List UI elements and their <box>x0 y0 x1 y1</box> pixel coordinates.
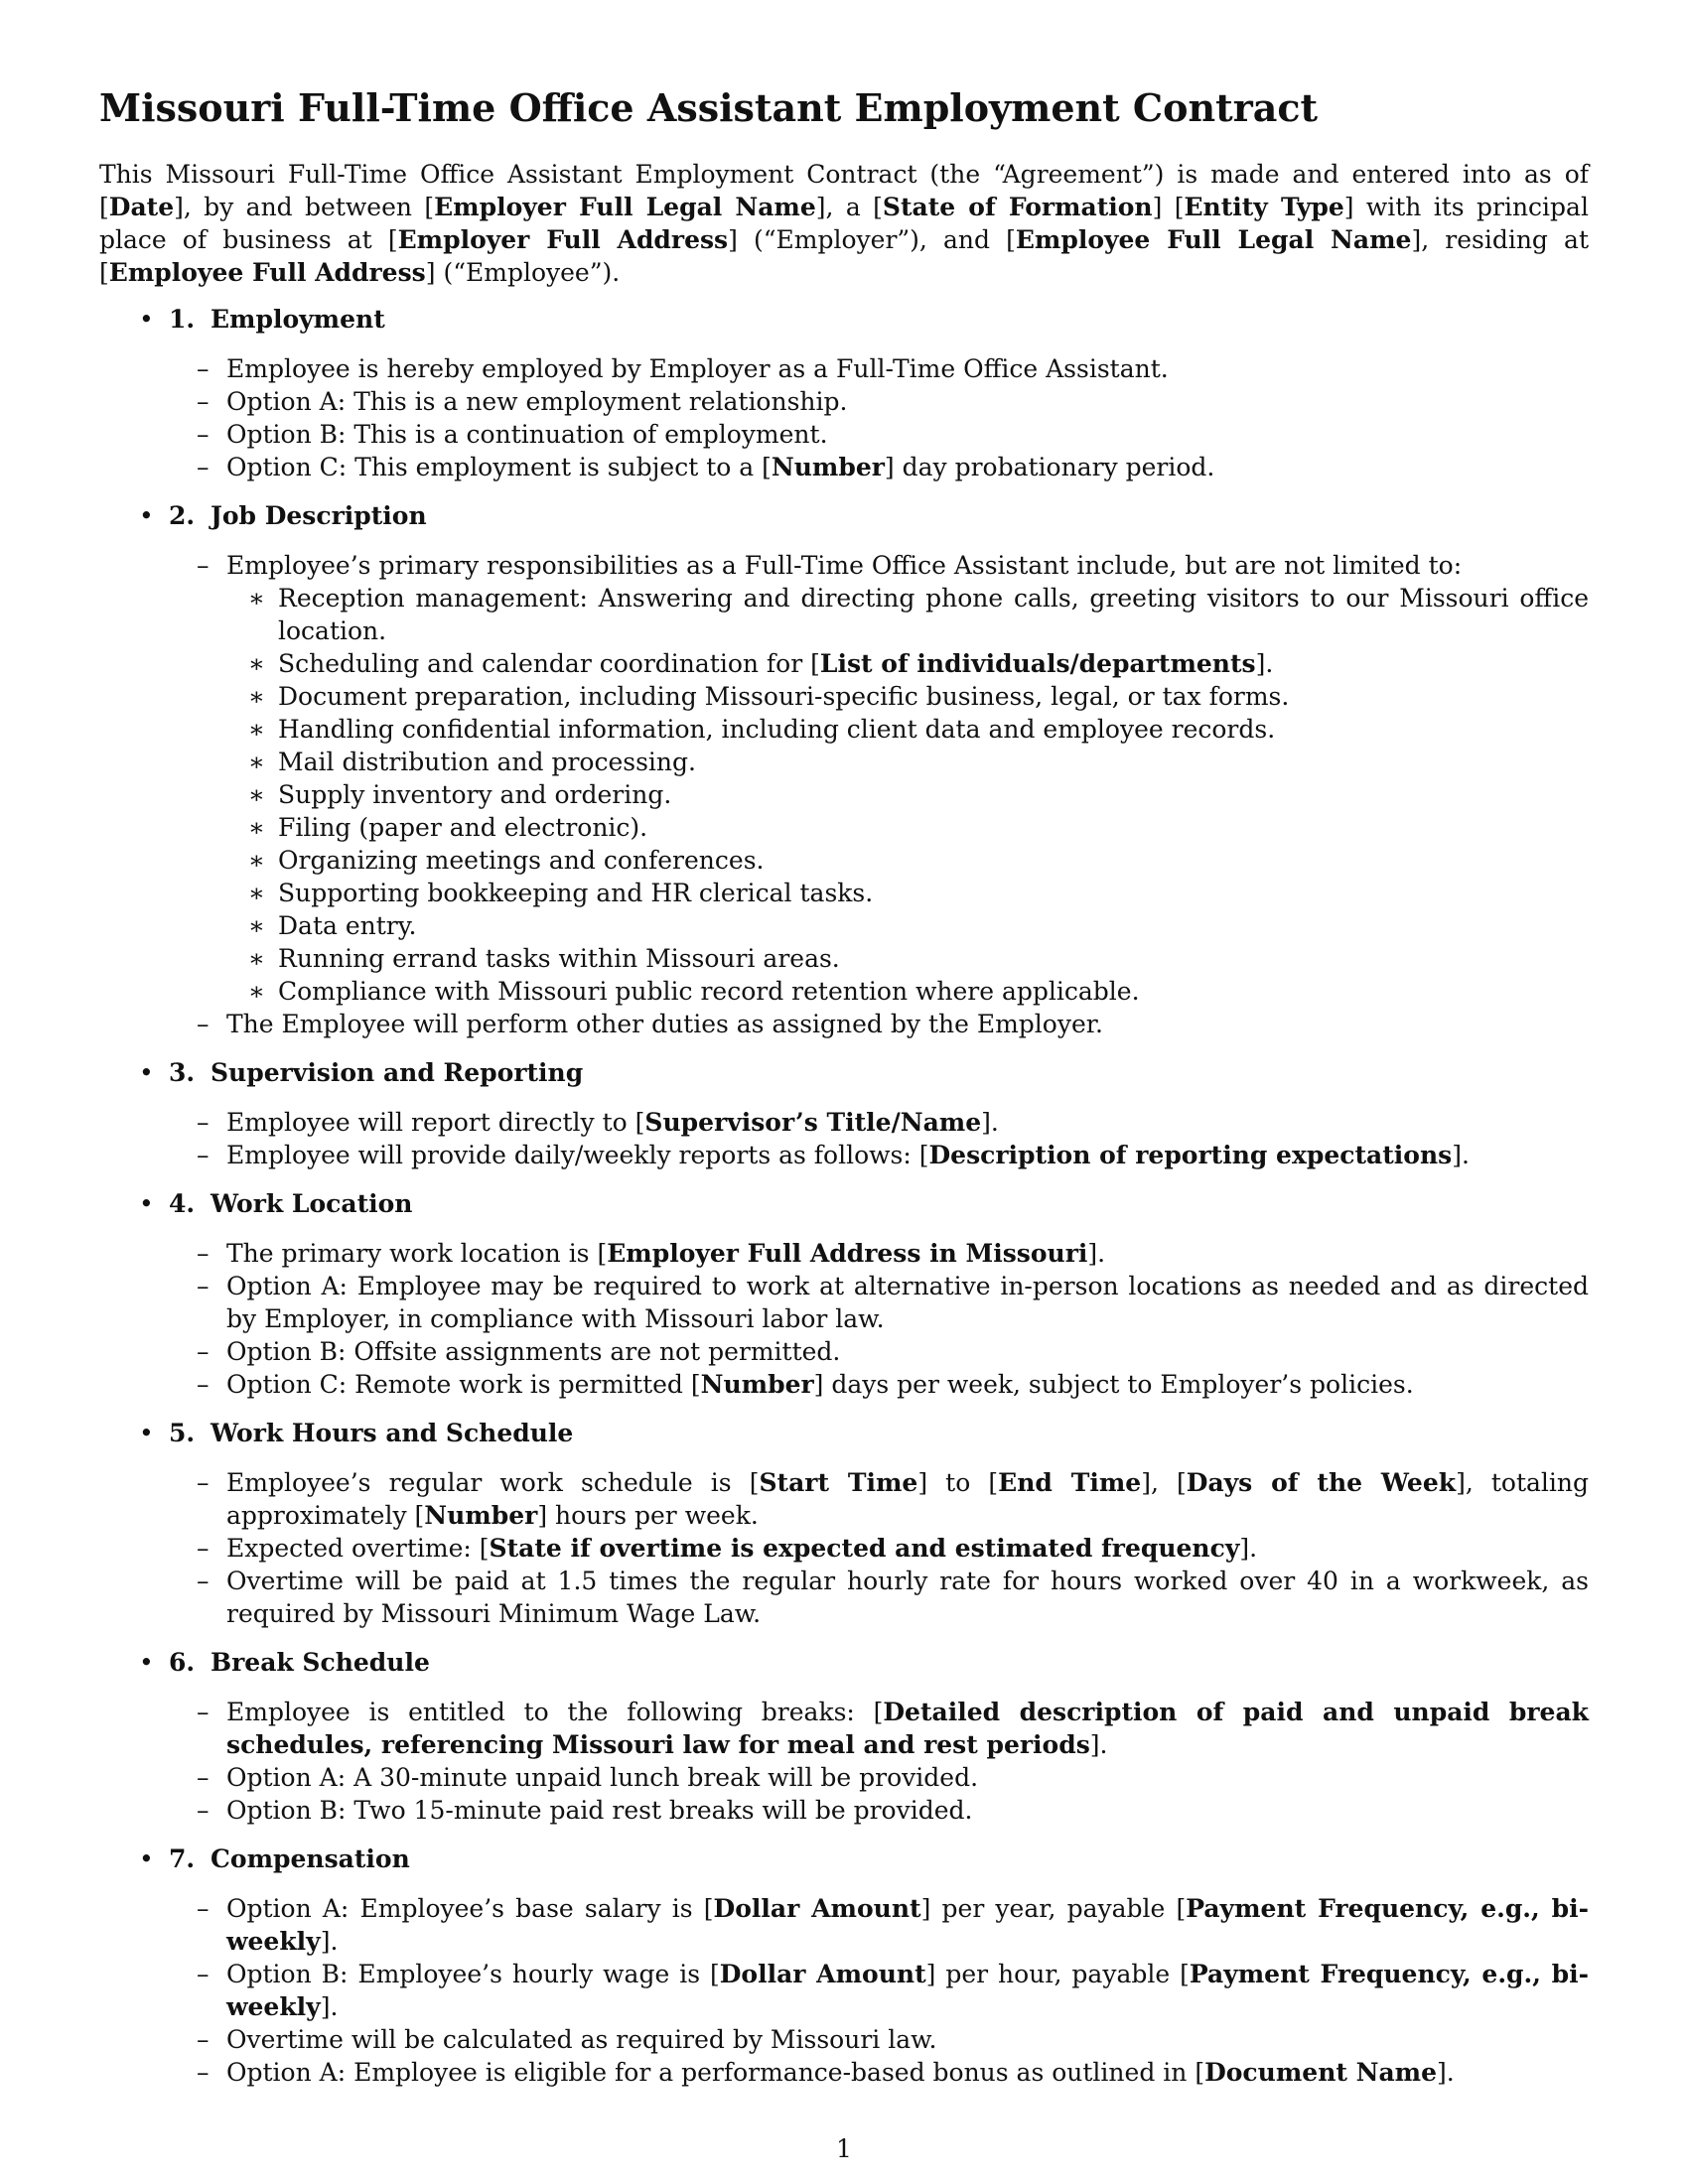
text-run: Supply inventory and ordering. <box>278 780 672 809</box>
text-run: Handling confidential information, including client data and employee records. <box>278 715 1276 744</box>
placeholder-field: State of Formation <box>882 193 1153 221</box>
section-number: 3. <box>169 1058 196 1087</box>
text-run: Compliance with Missouri public record retention where applicable. <box>278 977 1140 1006</box>
placeholder-field: Employer Full Address in Missouri <box>607 1239 1088 1268</box>
section-heading <box>169 1187 1589 1220</box>
text-run: Option A: Employee may be required to work at alternative in-person locations as needed and as directed by Employer, in compliance with Missouri labor law. <box>226 1272 1589 1333</box>
text-run: ]. <box>1452 1141 1470 1169</box>
section-title: Job Description <box>211 501 427 530</box>
section-7 <box>99 1843 1589 2089</box>
sub-list-item <box>278 811 1589 844</box>
section-heading <box>169 1417 1589 1449</box>
text-run: Option B: Employee’s hourly wage is [ <box>226 1960 720 1988</box>
sub-list-item <box>278 909 1589 942</box>
list-item <box>226 418 1589 451</box>
sub-list-item <box>278 713 1589 746</box>
section-4 <box>99 1187 1589 1401</box>
list-item <box>226 1106 1589 1139</box>
placeholder-field: Start Time <box>759 1468 918 1497</box>
text-run: ] per year, payable [ <box>920 1894 1187 1923</box>
section-3 <box>99 1056 1589 1171</box>
sub-list-item <box>278 942 1589 975</box>
text-run: Mail distribution and processing. <box>278 748 696 776</box>
placeholder-field: Employer Full Address <box>397 225 729 254</box>
sub-list-item <box>278 746 1589 778</box>
section-number: 5. <box>169 1419 196 1447</box>
text-run: Option A: This is a new employment relationship. <box>226 387 848 416</box>
text-run: ], a [ <box>815 193 883 221</box>
text-run: Option A: Employee is eligible for a performance-based bonus as outlined in [ <box>226 2058 1205 2087</box>
placeholder-field: Employee Full Legal Name <box>1015 225 1412 254</box>
section-title: Supervision and Reporting <box>211 1058 584 1087</box>
text-run: Option C: Remote work is permitted [ <box>226 1370 701 1399</box>
sub-list-item <box>278 778 1589 811</box>
placeholder-field: Number <box>771 453 885 481</box>
text-run: ] with its principal place of business at [ <box>99 193 1589 254</box>
text-run: Expected overtime: [ <box>226 1534 490 1563</box>
text-run: ], totaling approximately [ <box>226 1468 1590 1530</box>
section-items <box>169 1696 1589 1827</box>
list-item <box>226 1335 1589 1368</box>
sub-list-item <box>278 647 1589 680</box>
text-run: ], by and between [ <box>174 193 435 221</box>
section-list <box>99 303 1589 2089</box>
placeholder-field: Dollar Amount <box>719 1960 926 1988</box>
list-item <box>226 1139 1589 1171</box>
sub-list-item <box>278 844 1589 877</box>
document-page <box>99 84 1589 2105</box>
text-run: ] (“Employee”). <box>425 258 621 287</box>
section-title: Work Hours and Schedule <box>211 1419 574 1447</box>
placeholder-field: Employee Full Address <box>108 258 426 287</box>
list-item <box>226 2056 1589 2089</box>
text-run: Overtime will be calculated as required by Missouri law. <box>226 2025 937 2054</box>
section-title: Work Location <box>211 1189 413 1218</box>
section-heading <box>169 303 1589 336</box>
sub-list-item <box>278 680 1589 713</box>
text-run: Employee is hereby employed by Employer as a Full-Time Office Assistant. <box>226 354 1169 383</box>
text-run: Filing (paper and electronic). <box>278 813 648 842</box>
section-number: 2. <box>169 501 196 530</box>
list-item <box>226 549 1589 1008</box>
text-run: ] (“Employer”), and [ <box>728 225 1016 254</box>
text-run: Employee will report directly to [ <box>226 1108 645 1137</box>
text-run: Employee is entitled to the following breaks: [ <box>226 1698 884 1726</box>
text-run: Scheduling and calendar coordination for [ <box>278 649 820 678</box>
placeholder-field: Employer Full Legal Name <box>434 193 816 221</box>
text-run: ] to [ <box>917 1468 999 1497</box>
section-1 <box>99 303 1589 483</box>
list-item <box>226 352 1589 385</box>
placeholder-field: Payment Frequency, e.g., bi-weekly <box>226 1960 1589 2021</box>
text-run: Reception management: Answering and directing phone calls, greeting visitors to our Missouri office location. <box>278 584 1589 645</box>
list-item <box>226 1237 1589 1270</box>
text-run: Option B: Two 15-minute paid rest breaks will be provided. <box>226 1796 973 1825</box>
section-6 <box>99 1646 1589 1827</box>
text-run: Option B: Offsite assignments are not permitted. <box>226 1337 841 1366</box>
text-run: Overtime will be paid at 1.5 times the regular hourly rate for hours worked over 40 in a workweek, as required by Missouri Minimum Wage Law. <box>226 1567 1589 1628</box>
section-title: Compensation <box>211 1844 410 1873</box>
document-title: Missouri Full-Time Office Assistant Employment Contract <box>99 85 1319 130</box>
section-2 <box>99 499 1589 1040</box>
text-run: ]. <box>1437 2058 1455 2087</box>
section-heading <box>169 1843 1589 1875</box>
text-run: ] hours per week. <box>537 1501 759 1530</box>
placeholder-field: Detailed description of paid and unpaid break schedules, referencing Missouri law for meal and rest periods <box>226 1698 1589 1759</box>
text-run: ]. <box>320 1992 339 2021</box>
sub-list <box>226 582 1589 1008</box>
placeholder-field: Number <box>424 1501 538 1530</box>
section-number: 7. <box>169 1844 196 1873</box>
placeholder-field: Days of the Week <box>1186 1468 1457 1497</box>
page-number: 1 <box>836 2134 852 2163</box>
text-run: ]. <box>1087 1239 1106 1268</box>
placeholder-field: List of individuals/departments <box>819 649 1256 678</box>
text-run: The primary work location is [ <box>226 1239 608 1268</box>
list-item <box>226 1532 1589 1565</box>
text-run: ], residing at [ <box>99 225 1589 287</box>
text-run: ]. <box>1239 1534 1258 1563</box>
text-run: ] [ <box>1152 193 1185 221</box>
text-run: Running errand tasks within Missouri areas. <box>278 944 840 973</box>
placeholder-field: Supervisor’s Title/Name <box>644 1108 982 1137</box>
text-run: ]. <box>1255 649 1274 678</box>
section-number: 6. <box>169 1648 196 1677</box>
list-item <box>226 1958 1589 2023</box>
placeholder-field: Number <box>700 1370 814 1399</box>
text-run: Organizing meetings and conferences. <box>278 846 765 875</box>
list-item <box>226 385 1589 418</box>
list-item <box>226 1368 1589 1401</box>
text-run: Supporting bookkeeping and HR clerical tasks. <box>278 879 874 907</box>
placeholder-field: Entity Type <box>1184 193 1344 221</box>
text-run: ] days per week, subject to Employer’s policies. <box>813 1370 1414 1399</box>
text-run: Employee’s regular work schedule is [ <box>226 1468 760 1497</box>
list-item <box>226 451 1589 483</box>
list-item <box>226 1466 1589 1532</box>
text-run: Option A: Employee’s base salary is [ <box>226 1894 714 1923</box>
placeholder-field: State if overtime is expected and estimated frequency <box>489 1534 1240 1563</box>
list-item <box>226 1696 1589 1761</box>
placeholder-field: Date <box>108 193 175 221</box>
placeholder-field: End Time <box>998 1468 1142 1497</box>
section-number: 4. <box>169 1189 196 1218</box>
text-run: ]. <box>320 1927 339 1956</box>
placeholder-field: Payment Frequency, e.g., bi-weekly <box>226 1894 1589 1956</box>
placeholder-field: Dollar Amount <box>713 1894 921 1923</box>
section-heading <box>169 1056 1589 1089</box>
placeholder-field: Description of reporting expectations <box>928 1141 1453 1169</box>
text-run: Data entry. <box>278 911 417 940</box>
intro-paragraph <box>99 158 1589 289</box>
sub-list-item <box>278 975 1589 1008</box>
text-run: The Employee will perform other duties as assigned by the Employer. <box>226 1010 1103 1038</box>
text-run: ]. <box>1089 1730 1108 1759</box>
list-item <box>226 1565 1589 1630</box>
placeholder-field: Document Name <box>1204 2058 1438 2087</box>
section-items <box>169 1466 1589 1630</box>
text-run: ], [ <box>1141 1468 1187 1497</box>
text-run: Option C: This employment is subject to a [ <box>226 453 772 481</box>
text-run: Employee will provide daily/weekly reports as follows: [ <box>226 1141 929 1169</box>
list-item <box>226 1270 1589 1335</box>
text-run: ] per hour, payable [ <box>925 1960 1190 1988</box>
text-run: ] day probationary period. <box>884 453 1215 481</box>
list-item <box>226 1761 1589 1794</box>
list-item <box>226 2023 1589 2056</box>
sub-list-item <box>278 582 1589 647</box>
section-number: 1. <box>169 305 196 334</box>
text-run: Employee’s primary responsibilities as a Full-Time Office Assistant include, but are not limited to: <box>226 551 1463 580</box>
section-heading <box>169 499 1589 532</box>
section-heading <box>169 1646 1589 1679</box>
text-run: This Missouri Full-Time Office Assistant Employment Contract (the “Agreement”) is made and entered into as of [ <box>99 160 1589 221</box>
section-items <box>169 352 1589 483</box>
text-run: Option A: A 30-minute unpaid lunch break will be provided. <box>226 1763 979 1792</box>
section-items <box>169 1892 1589 2089</box>
text-run: Document preparation, including Missouri-specific business, legal, or tax forms. <box>278 682 1290 711</box>
section-items <box>169 549 1589 1040</box>
list-item <box>226 1892 1589 1958</box>
section-title: Break Schedule <box>211 1648 430 1677</box>
section-items <box>169 1237 1589 1401</box>
section-items <box>169 1106 1589 1171</box>
text-run: ]. <box>981 1108 999 1137</box>
text-run: Option B: This is a continuation of employment. <box>226 420 828 449</box>
section-title: Employment <box>211 305 385 334</box>
section-5 <box>99 1417 1589 1630</box>
list-item <box>226 1008 1589 1040</box>
list-item <box>226 1794 1589 1827</box>
sub-list-item <box>278 877 1589 909</box>
